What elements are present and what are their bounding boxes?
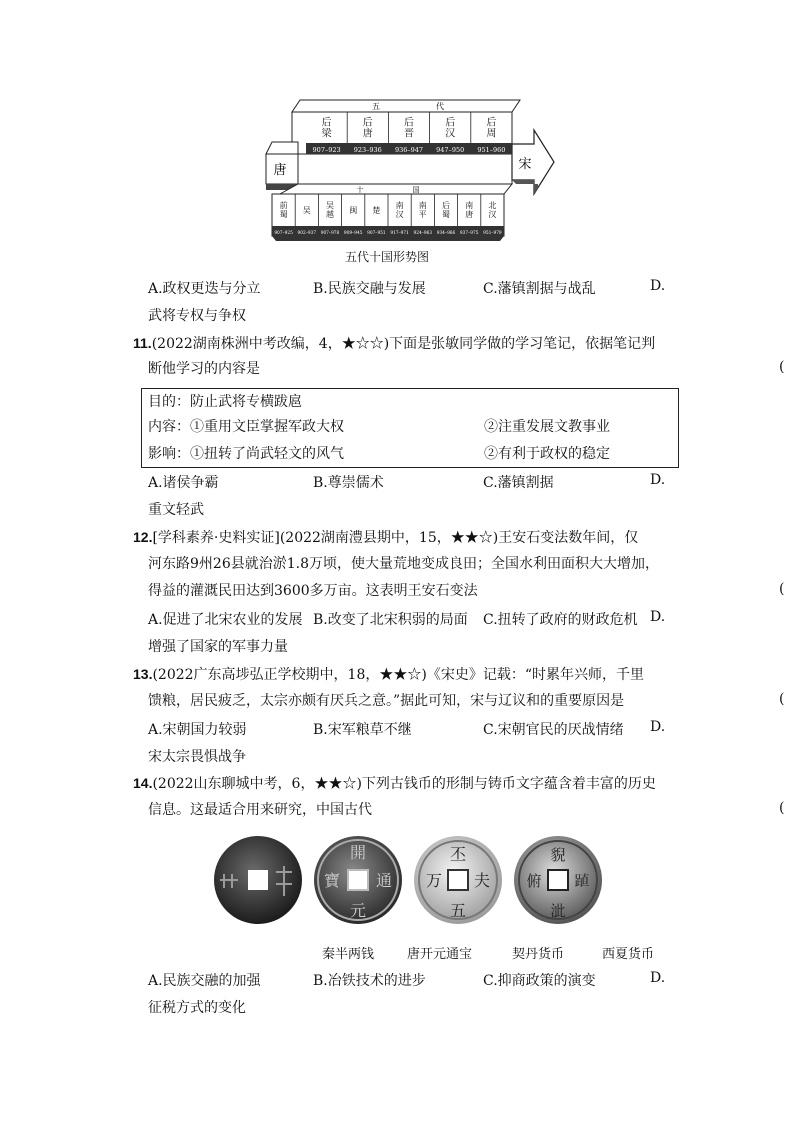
q14-option-c[interactable]: C.抑商政策的演变	[483, 973, 596, 989]
svg-text:寶: 寶	[323, 871, 341, 890]
q14-option-a[interactable]: A.民族交融的加强	[148, 973, 261, 989]
q14-line2: 信息。这最适合用来研究，中国古代	[148, 802, 372, 818]
coin-label-1: 秦半两钱	[322, 947, 375, 962]
bottom-kingdom-years: 907–951	[367, 231, 386, 236]
qin-banliang-coin	[214, 836, 302, 924]
top-kingdom-years: 923–936	[353, 146, 382, 154]
note-content-b: ②注重发展文教事业	[484, 419, 610, 435]
q12-line1	[133, 527, 638, 548]
q12-number: 12.	[133, 529, 153, 545]
bottom-kingdom-name-2: 越	[326, 210, 334, 219]
q14-option-d[interactable]: D.	[650, 970, 666, 986]
q11-stem-1: (2022湖南株洲中考改编，4，★☆☆)下面是张敏同学做的学习笔记，依据笔记判	[151, 336, 656, 352]
q13-option-d-text: 宋太宗畏惧战争	[148, 749, 246, 765]
svg-text:開: 開	[349, 843, 367, 862]
bottom-kingdom-years: 907–925	[274, 231, 293, 236]
q10-option-d[interactable]: D.	[650, 278, 666, 294]
bottom-kingdom-name-2: 蜀	[442, 210, 450, 219]
coin-label-4: 西夏货币	[602, 947, 655, 962]
bottom-kingdom-name: 南	[395, 201, 404, 210]
q14-option-b[interactable]: B.冶铁技术的进步	[313, 973, 426, 989]
svg-text:泚: 泚	[550, 902, 566, 920]
q14-option-d-text: 征税方式的变化	[148, 1000, 246, 1016]
top-kingdom-name: 后	[486, 117, 497, 129]
q13-option-d[interactable]: D.	[650, 719, 666, 735]
q12-line2: 河东路9州26县就治淤1.8万顷，使大量荒地变成良田；全国水利田面积大大增加，	[148, 556, 659, 572]
bottom-kingdom-name-2: 平	[418, 210, 427, 219]
bottom-kingdom-name-2: 蜀	[279, 210, 288, 219]
ancient-coins-figure	[210, 830, 610, 930]
q12-stem-1: [学科素养·史料实证](2022湖南澧县期中，15，★★☆)王安石变法数年间，仅	[152, 530, 639, 546]
q13-line1	[133, 664, 644, 685]
q12-line3: 得益的灌溉民田达到3600多万亩。这表明王安石变法	[148, 583, 478, 599]
bottom-kingdom-years: 951–979	[483, 231, 502, 236]
q13-option-c[interactable]: C.宋朝官民的厌战情绪	[483, 722, 624, 738]
top-kingdom-years: 907–923	[312, 146, 341, 154]
q13-answer-paren[interactable]: (	[779, 691, 785, 707]
bottom-band-label: 十 国	[356, 186, 420, 194]
bottom-kingdom-name-2: 汉	[488, 210, 497, 219]
bottom-kingdom-name: 后	[442, 201, 450, 210]
q12-option-d-text: 增强了国家的军事力量	[148, 639, 288, 655]
bottom-kingdom-name: 楚	[372, 206, 381, 215]
q13-stem-1: (2022广东高埗弘正学校期中，18，★★☆)《宋史》记载：“时累年兴师，千里	[152, 667, 644, 683]
q14-number: 14.	[133, 775, 153, 791]
top-kingdom-years: 947–950	[436, 146, 465, 154]
top-kingdom-name: 后	[404, 117, 414, 129]
q12-option-b[interactable]: B.改变了北宋积弱的局面	[313, 612, 468, 628]
q11-line2: 断他学习的内容是	[148, 361, 260, 377]
q12-option-a[interactable]: A.促进了北宋农业的发展	[148, 612, 303, 628]
bottom-kingdom-years: 937–975	[459, 231, 479, 236]
q13-line2: 馈粮，居民疲乏，太宗亦颇有厌兵之意。”据此可知，宋与辽议和的重要原因是	[148, 693, 625, 709]
coin-label-2: 唐开元通宝	[407, 947, 473, 962]
q13-number: 13.	[133, 666, 153, 682]
note-effect-a: 影响：①扭转了尚武轻文的风气	[148, 446, 344, 462]
bottom-kingdom-name: 南	[418, 201, 427, 210]
bottom-kingdom-years: 924–963	[413, 231, 433, 236]
q14-line1	[133, 773, 656, 794]
tang-block-top	[266, 142, 298, 154]
note-content-a: 内容：①重用文臣掌握军政大权	[148, 419, 344, 435]
top-kingdom-name-2: 唐	[362, 128, 373, 140]
coin-label-3: 契丹货币	[512, 947, 565, 962]
q11-option-a[interactable]: A.诸侯争霸	[148, 475, 219, 491]
q11-answer-paren[interactable]: (	[779, 359, 785, 375]
top-kingdom-name: 后	[445, 117, 456, 129]
q10-option-a[interactable]: A.政权更迭与分立	[148, 281, 261, 297]
bottom-kingdom-years: 917–971	[390, 231, 409, 236]
five-dynasties-map-figure	[258, 98, 558, 244]
q10-option-d-text: 武将专权与争权	[148, 308, 246, 324]
q11-option-c[interactable]: C.藩镇割据	[483, 475, 554, 491]
top-kingdom-years: 936–947	[394, 146, 424, 154]
q10-option-b[interactable]: B.民族交融与发展	[313, 281, 426, 297]
svg-text:万: 万	[425, 871, 443, 890]
tang-label: 唐	[273, 163, 287, 178]
bottom-kingdom-name: 前	[279, 201, 288, 210]
bottom-kingdom-name: 闽	[349, 206, 358, 215]
svg-text:元: 元	[349, 901, 367, 920]
bottom-kingdom-name: 南	[465, 201, 474, 210]
q11-number: 11.	[133, 335, 152, 351]
figure1-caption: 五代十国形势图	[345, 250, 430, 264]
bottom-kingdom-name-2: 唐	[465, 210, 474, 219]
western-xia-coin	[514, 836, 602, 924]
band-bottom-shadow	[272, 236, 504, 241]
q10-option-c[interactable]: C.藩镇割据与战乱	[483, 281, 596, 297]
q12-answer-paren[interactable]: (	[779, 581, 785, 597]
khitan-coin	[414, 836, 502, 924]
bottom-kingdom-name: 北	[488, 201, 497, 210]
kaiyuan-tongbao-coin	[314, 836, 402, 924]
top-kingdom-name-2: 梁	[321, 128, 332, 140]
q13-option-a[interactable]: A.宋朝国力较弱	[148, 722, 247, 738]
top-kingdom-name-2: 汉	[445, 128, 456, 140]
svg-text:五: 五	[449, 901, 467, 920]
q13-option-b[interactable]: B.宋军粮草不继	[313, 722, 412, 738]
top-kingdom-name-2: 晋	[404, 128, 414, 140]
top-kingdom-name: 后	[321, 117, 332, 129]
bottom-kingdom-years: 902–937	[297, 231, 317, 236]
note-goal: 目的：防止武将专横跋扈	[148, 394, 302, 410]
bottom-kingdom-name: 吴	[326, 201, 334, 210]
q12-option-c[interactable]: C.扭转了政府的财政危机	[483, 612, 638, 628]
map-center-gap	[298, 154, 512, 184]
svg-text:丕: 丕	[449, 845, 467, 864]
top-band-label: 五 代	[372, 102, 444, 111]
q11-option-d[interactable]: D.	[650, 472, 666, 488]
svg-text:通: 通	[375, 871, 393, 890]
bottom-kingdom-name: 吴	[302, 206, 311, 215]
svg-text:𨁷: 𨁷	[574, 872, 590, 890]
svg-text:夫: 夫	[473, 871, 491, 890]
q11-option-b[interactable]: B.尊崇儒术	[313, 475, 384, 491]
bottom-kingdom-years: 909–945	[343, 231, 363, 236]
top-kingdom-years: 951–960	[477, 146, 506, 154]
q11-option-d-text: 重文轻武	[148, 502, 204, 518]
q12-option-d[interactable]: D.	[650, 609, 666, 625]
bottom-kingdom-years: 907–978	[320, 231, 340, 236]
q11-line1	[133, 333, 655, 354]
bottom-kingdom-years: 934–966	[436, 231, 456, 236]
song-label: 宋	[518, 157, 532, 172]
top-kingdom-name-2: 周	[486, 128, 497, 140]
note-effect-b: ②有利于政权的稳定	[484, 446, 610, 462]
q14-answer-paren[interactable]: (	[779, 800, 785, 816]
svg-text:俯: 俯	[526, 872, 542, 890]
top-kingdom-name: 后	[362, 117, 373, 129]
svg-text:貎: 貎	[550, 846, 566, 864]
q14-stem-1: (2022山东聊城中考，6，★★☆)下列古钱币的形制与铸币文字蕴含着丰富的历史	[152, 776, 656, 792]
bottom-kingdom-name-2: 汉	[395, 210, 404, 219]
